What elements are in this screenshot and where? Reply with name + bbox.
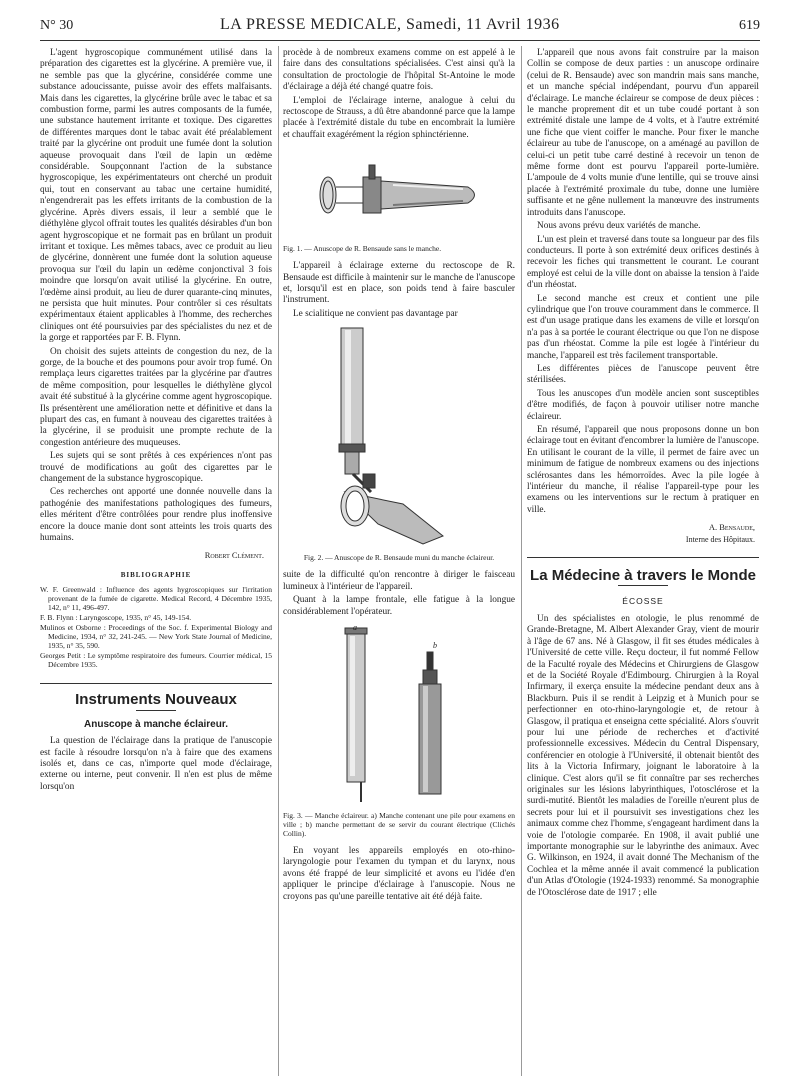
paragraph: Le scialitique ne convient pas davantage par: [293, 308, 458, 319]
paragraph: En résumé, l'appareil que nous proposons donne un bon éclairage tout en évitant d'encombrer la lumière de l'anuscope. En utilisant le courant de la ville, il permet de faire avec un minimum de fatigue de nombreux examens ou des injections sclérosantes dans les hémorroïdes. Avec la pile logée à l'intérieur du manche, il réalise l'appareil-type pour les examens ou les interventions sur le rectum à pratiquer en ville.: [527, 425, 759, 515]
figure-3-label-b: b: [433, 640, 437, 650]
paragraph: On choisit des sujets atteints de congestion du nez, de la gorge, de la bouche et des poumons pour avoir trop fumé. On remplaça leurs cigarettes traitées par la glycérine par d'autres de même composition, pour lesquelles le diéthylène glycol avait été substitué à la glycérine comme agent hygroscopique. Ils présentèrent une amélioration nette et définitive et dans la plupart des cas, en fumant à nouveau des cigarettes traitées à la glycérine, il se produisit une prompte rechute de la congestion antérieure des muqueuses.: [40, 346, 272, 448]
paragraph: Nous avons prévu deux variétés de manche.: [537, 221, 701, 232]
paragraph: L'un est plein et traversé dans toute sa longueur par des fils conducteurs. Il porte à son extrémité deux orifices destinés à recevoir les fiches qui transmettent le courant. Le courant employé est celui de la ville dont on abaisse la tension à l'aide d'un rhéostat.: [527, 234, 759, 291]
figure-1-caption: Fig. 1. — Anuscope de R. Bensaude sans le manche.: [283, 244, 442, 254]
column-divider-1: [278, 46, 279, 1076]
lighting-handle-illustration: [283, 622, 515, 807]
bibliography-entry: W. F. Greenwald : Influence des agents hygroscopiques sur l'irritation provenant de la fumée de cigarette. Medical Record, 4 Décembre 1935, 142, n° 11, 496-497.: [40, 585, 272, 613]
column-1: [40, 48, 272, 795]
figure-1: [283, 145, 515, 240]
figure-3-label-a: a: [353, 622, 357, 632]
paragraph: suite de la difficulté qu'on rencontre à diriger le faisceau lumineux à l'intérieur de l'appareil.: [283, 570, 515, 592]
paragraph: procède à de nombreux examens comme on est appelé à le faire dans des consultations spécialisées. C'est ainsi qu'à la consultation de proctologie de l'hôpital St-Antoine le mode d'éclairage a déjà été changé quatre fois.: [283, 48, 515, 93]
country-heading: ÉCOSSE: [622, 596, 664, 607]
anuscope-with-handle-illustration: [283, 324, 515, 549]
paragraph: La question de l'éclairage dans la pratique de l'anuscopie est facile à résoudre lorsqu'on n'a à faire que des examens isolés et, dans ce cas, n'importe quel mode d'éclairage, externe ou interne, peut convenir. Il n'en est plus de même lorsqu'on: [40, 736, 272, 792]
paragraph: L'emploi de l'éclairage interne, analogue à celui du rectoscope de Strauss, a dû être abandonné parce que la lampe placée à l'extrémité distale du tube en encombrait la lumière et chauffait exagérément la région sphinctérienne.: [283, 95, 515, 140]
figure-3-caption: Fig. 3. — Manche éclaireur. a) Manche contenant une pile pour examens en ville ; b) manche permettant de se servir du courant électrique (Clichés Collin).: [283, 810, 515, 838]
author-title: Interne des Hôpitaux.: [685, 534, 755, 544]
section-title: La Médecine à travers le Monde: [527, 557, 759, 581]
paragraph: Les sujets qui se sont prêtés à ces expériences n'ont pas trouvé de modifications au goût des cigarettes par le changement de la substance hygroscopique.: [40, 451, 272, 485]
paragraph: Tous les anuscopes d'un modèle ancien sont susceptibles d'être modifiés, de façon à pouvoir utiliser notre manche éclaireur.: [527, 388, 759, 422]
column-divider-2: [521, 46, 522, 1076]
section-rule: [618, 585, 668, 586]
paragraph: Le second manche est creux et contient une pile cylindrique que l'on trouve couramment dans le commerce. Il est d'un usage pratique dans les examens de ville et lorsqu'on n'a pas à sa portée le courant électrique ou que l'on ne dispose pas d'un rhéostat. Comme la pile est logée à l'intérieur du manche, l'appareil est très facilement transportable.: [527, 293, 759, 361]
bibliography-entry: F. B. Flynn : Laryngoscope, 1935, n° 45, 149-154.: [40, 613, 192, 623]
paragraph: Ces recherches ont apporté une donnée nouvelle dans la pathogénie des manifestations pathologiques des fumeurs, elles méritent d'être contrôlées pour rendre plus inoffensive encore la douce manie dont sont atteints les trois quarts des humains.: [40, 487, 272, 544]
paragraph: Les différentes pièces de l'anuscope peuvent être stérilisées.: [527, 363, 759, 386]
article-subhead: Anuscope à manche éclaireur.: [84, 718, 228, 730]
figure-2: [283, 324, 515, 549]
paragraph: Quant à la lampe frontale, elle fatigue à la longue considérablement l'opérateur.: [283, 595, 515, 617]
page-number: 619: [739, 18, 760, 33]
figure-3: [283, 622, 515, 807]
journal-title: LA PRESSE MEDICALE, Samedi, 11 Avril 1936: [220, 16, 560, 33]
paragraph: L'appareil que nous avons fait construire par la maison Collin se compose de deux parties : un anuscope ordinaire (celui de R. Bensaude) avec son mandrin mais sans manche, et un manche spécial indépendant, pourvu d'un appareil d'éclairage. Le manche éclaireur se compose de deux pièces : le manche proprement dit et un tube coudé portant à son extrémité distale une lampe de 4 volts, et à l'autre extrémité une fiche que vient coiffer le manche. Pour fixer le manche éclaireur au tube de l'anuscope, on a aménagé au pavillon de celui-ci un petit tube carré destiné à recevoir un tenon de même forme dont est pourvu l'appareil porte-lumière. L'ampoule de 4 volts munie d'une lentille, qui se trouve ainsi placée à l'extrémité proximale du tube, donne une lumière suffisante et ne gêne nullement la manœuvre des instruments introduits dans l'anuscope.: [527, 48, 759, 218]
figure-2-caption: Fig. 2. — Anuscope de R. Bensaude muni du manche éclaireur.: [303, 553, 495, 563]
issue-number: N° 30: [40, 18, 74, 33]
page-header: [40, 14, 760, 40]
bibliography-title: BIBLIOGRAPHIE: [120, 570, 192, 579]
bibliography-entry: Mulinos et Osborne : Proceedings of the Soc. f. Experimental Biology and Medicine, 1934, n° 32, 241-245. — New York State Journal of Medicine, 1935, n° 35, 590.: [40, 623, 272, 651]
section-rule: [136, 710, 176, 711]
paragraph: L'agent hygroscopique communément utilisé dans la préparation des cigarettes est la glycérine. A première vue, il ne semble pas que la glycérine, considérée comme une substance adoucissante, puisse avoir des effets malfaisants. Mais dans les cigarettes, la glycérine brûle avec le tabac et sa combustion forme, parmi les autres composants de la fumée, une substance hautement irritante et toxique. Des cigarettes de différentes marques dont le tabac avait été préalablement traité par la glycérine ont produit une fumée dont la solution aqueuse provoquait dans l'œil de lapin un œdème considérable. Soupçonnant l'action de la substance hygroscopique, les expérimentateurs ont cherché un produit qui, tout en conservant au tabac une certaine humidité, n'engendrerait pas les effets irritants de la combustion de la glycérine. Après divers essais, il leur a semblé que le diéthylène glycol offrait toutes les qualités désirables d'un bon agent hygroscopique et ne formait pas en brûlant un produit irritant et toxique. Les mêmes tabacs, avec ce produit au lieu de glycérine, donnèrent une fumée dont la solution aqueuse provoqua sur l'œil du lapin un œdème conjonctival 3 fois moindre que lorsqu'on avait utilisé la glycérine. En outre, l'œdème ainsi produit, au lieu de durer quarante-cinq minutes, ne persista que huit minutes. Pour contrôler si ces résultats expérimentaux étaient applicables à l'homme, des recherches cliniques ont été poursuivies par des spécialistes du nez et de la gorge et rapportées par F. B. Flynn.: [40, 48, 272, 344]
author-signature: A. Bensaude,: [708, 522, 755, 533]
section-title: Instruments Nouveaux: [40, 683, 272, 705]
paragraph: L'appareil à éclairage externe du rectoscope de R. Bensaude est difficile à maintenir sur le manche de l'anuscope et, lorsqu'il est en place, son poids tend à faire basculer l'instrument.: [283, 261, 515, 306]
bibliography-entry: Georges Petit : Le symptôme respiratoire des fumeurs. Courrier médical, 15 Décembre 1935.: [40, 651, 272, 670]
column-3: [527, 48, 759, 901]
anuscope-illustration: [283, 145, 515, 240]
column-2: [283, 48, 515, 905]
header-rule: [40, 40, 760, 41]
paragraph: En voyant les appareils employés en oto-rhino-laryngologie pour l'examen du tympan et du larynx, nous avons été frappé de leur simplicité et avons eu l'idée d'en appliquer le principe d'éclairage à l'anuscopie. Nous ne croyons pas qu'une pareille tentative ait été déjà faite.: [283, 845, 515, 902]
paragraph: Un des spécialistes en otologie, le plus renommé de Grande-Bretagne, M. Albert Alexander Gray, vient de mourir à l'âge de 67 ans. Né à Glasgow, il fit ses études médicales à l'Université de cette ville. Reçu docteur, il fut nommé Fellow de la Faculté royale des Médecins et Chirurgiens de Glasgow et de la Société Royale d'Edimbourg. Chirurgien à la Royal Infirmary, il exerça ensuite la médecine pendant deux ans à Blackburn. Puis il se rendit à Leipzig et à Munich pour se perfectionner en oto-rhino-laryngologie et, de retour à Glasgow, il pratiqua et enseigna cette spécialité. Alors s'ouvrit pour lui une période de recherches et d'activité professionnelle excessives. Médecin du Central Dispensary, conférencier en otologie à l'Université, il obtenait bientôt des lits à la Victoria Infirmary, joignant le laboratoire à la clinique. C'est alors qu'il se fit connaître par ses recherches originales sur les lésions labyrinthiques, l'otosclérose et la surdi-mutité. Bientôt les maladies de l'oreille n'eurent plus de secrets pour lui et il poursuivit ses investigations chez les animaux comme chez l'homme, s'engageant hardiment dans la voie de l'otologie comparée. En 1908, il avait publié une importante monographie sur le labyrinthe des animaux. Avec G. Wilkinson, en 1924, il avait donné The Mechanism of the Cochlea et la même année il avait commencé la publication d'un Atlas d'Otologie (1924-1933) renommé. Sa monographie de l'Otosclérose date de 1917 ; elle: [527, 613, 759, 898]
author-signature: Robert Clément.: [204, 550, 264, 561]
